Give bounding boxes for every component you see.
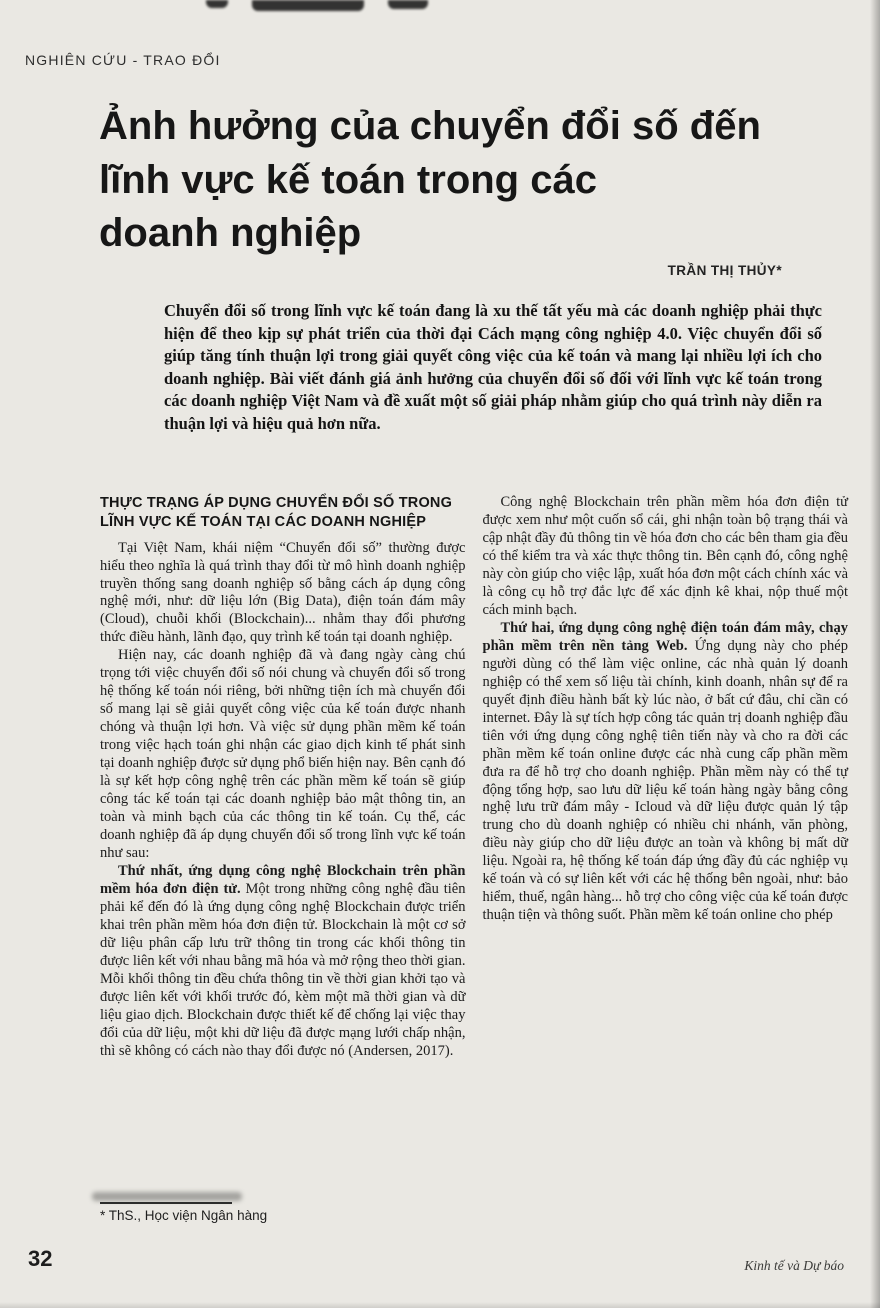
article-body	[100, 494, 848, 1061]
scan-artifact	[206, 0, 228, 8]
paragraph-lead: Thứ hai, ứng dụng công nghệ điện toán đám mây, chạy phần mềm trên nền tảng Web.	[482, 619, 848, 654]
article-title-line: lĩnh vực kế toán trong các	[99, 157, 597, 202]
paragraph	[483, 494, 849, 620]
paragraph-text: Một trong những công nghệ đầu tiên phải kể đến đó là ứng dụng công nghệ Blockchain được triển khai trên phần mềm hóa đơn điện tử. Blockchain là một cơ sở dữ liệu phân cấp lưu trữ thông tin trong các khối thông tin được liên kết với nhau bằng mã hóa và mở rộng theo thời gian. Mỗi khối thông tin đều chứa thông tin về thời gian khởi tạo và được liên kết với khối trước đó, kèm một mã thời gian và dữ liệu giao dịch. Blockchain được thiết kế để chống lại việc thay đổi của dữ liệu, một khi dữ liệu đã được mạng lưới chấp nhận, thì sẽ không có cách nào thay đổi được nó (Andersen, 2017).	[100, 880, 466, 1059]
scan-artifact	[388, 0, 428, 9]
abstract: Chuyển đổi số trong lĩnh vực kế toán đang là xu thế tất yếu mà các doanh nghiệp phải thực hiện để theo kịp sự phát triển của thời đại Cách mạng công nghiệp 4.0. Việc chuyển đổi số giúp tăng tính thuận lợi trong giải quyết công việc của kế toán và mang lại nhiều lợi ích cho doanh nghiệp. Bài viết đánh giá ảnh hưởng của chuyển đổi số đối với lĩnh vực kế toán trong các doanh nghiệp Việt Nam và đề xuất một số giải pháp nhằm giúp cho quá trình này diễn ra thuận lợi và hiệu quả hơn nữa.	[164, 301, 822, 433]
paragraph	[483, 620, 849, 925]
paragraph	[100, 863, 466, 1061]
paragraph-text: Tại Việt Nam, khái niệm “Chuyển đổi số” thường được hiểu theo nghĩa là quá trình thay đổi từ mô hình doanh nghiệp truyền thống sang doanh nghiệp số bằng cách áp dụng công nghệ mới, như: dữ liệu lớn (Big Data), điện toán đám mây (Cloud), chuỗi khối (Blockchain)... nhằm thay đổi phương thức điều hành, lãnh đạo, quy trình kế toán tại doanh nghiệp.	[100, 539, 466, 646]
right-column	[483, 494, 849, 1061]
journal-name: Kinh tế và Dự báo	[744, 1258, 844, 1273]
author-affiliation: * ThS., Học viện Ngân hàng	[100, 1208, 268, 1223]
article-category: NGHIÊN CỨU - TRAO ĐỔI	[25, 52, 221, 68]
article-title-line: doanh nghiệp	[99, 211, 362, 256]
scan-edge-shadow	[870, 0, 880, 1308]
scan-artifact	[92, 1192, 242, 1201]
paragraph-text: Ứng dụng này cho phép người dùng có thể làm việc online, các nhà quản lý doanh nghiệp có thể xem số liệu tài chính, kinh doanh, nhân sự để ra quyết định điều hành bất kỳ lúc nào, ở bất cứ đâu, chỉ cần có internet. Đây là sự tích hợp công tác quản trị doanh nghiệp đầu tiên với ứng dụng công nghệ tiên tiến này và cho ra đời các phần mềm kế toán online được các nhà cung cấp phần mềm đưa ra để hỗ trợ cho doanh nghiệp. Phần mềm này có thể tự động tổng hợp, sao lưu dữ liệu kế toán hàng ngày bằng công nghệ lưu trữ đám mây - Icloud và dữ liệu được quản lý tập trung cho dù doanh nghiệp có nhiều chi nhánh, văn phòng, điều này giúp cho dữ liệu được an toàn và không bị mất dữ liệu. Ngoài ra, hệ thống kế toán đáp ứng đầy đủ các nghiệp vụ kế toán và có sự liên kết với các hệ thống bên ngoài, như: bảo hiểm, thuế, ngân hàng... hỗ trợ cho công việc của kế toán được thuận tiện và thông suốt. Phần mềm kế toán online cho phép	[482, 637, 848, 924]
scan-edge-shadow	[0, 1302, 880, 1308]
footnote-rule	[100, 1202, 232, 1204]
author-name: TRẦN THỊ THỦY*	[667, 263, 782, 278]
left-column	[100, 494, 466, 1061]
section-heading: THỰC TRẠNG ÁP DỤNG CHUYỂN ĐỔI SỐ TRONG LĨNH VỰC KẾ TOÁN TẠI CÁC DOANH NGHIỆP	[100, 495, 453, 531]
article-title-line: Ảnh hưởng của chuyển đổi số đến	[99, 104, 761, 148]
paragraph-lead: Thứ nhất, ứng dụng công nghệ Blockchain trên phần mềm hóa đơn điện tử.	[100, 863, 466, 897]
paragraph	[100, 540, 466, 648]
paragraph-text: Hiện nay, các doanh nghiệp đã và đang ngày càng chú trọng tới việc chuyển đổi số nói chung và chuyển đổi số trong hệ thống kế toán nói riêng, bởi những tiện ích mà chuyển đổi số mang lại sẽ giải quyết công việc của kế toán được nhanh chóng và thuận lợi hơn. Và việc sử dụng phần mềm kế toán trong việc hạch toán ghi nhận các giao dịch kinh tế phát sinh tại doanh nghiệp được sử dụng phổ biến hiện nay. Bên cạnh đó là sự kết hợp công nghệ trên các phần mềm kế toán sẽ giúp công tác kế toán tại các doanh nghiệp bảo mật thông tin, an toàn và minh bạch của các thông tin kế toán. Cụ thể, các doanh nghiệp đã áp dụng chuyển đổi số trong lĩnh vực kế toán như sau:	[100, 647, 466, 862]
paragraph-text: Công nghệ Blockchain trên phần mềm hóa đơn điện tử được xem như một cuốn sổ cái, ghi nhận toàn bộ trạng thái và cập nhật đầy đủ thông tin về hóa đơn cho các bên tham gia đều có thể kiểm tra và xác thực thông tin. Bên cạnh đó, công nghệ này còn giúp cho việc lập, xuất hóa đơn một cách chính xác và là công cụ hỗ trợ đắc lực để xác định kê khai, nộp thuế một cách minh bạch.	[482, 494, 848, 618]
paragraph	[100, 647, 466, 863]
scan-artifact	[252, 0, 364, 11]
page-number: 32	[28, 1246, 53, 1271]
article-title	[99, 100, 805, 261]
